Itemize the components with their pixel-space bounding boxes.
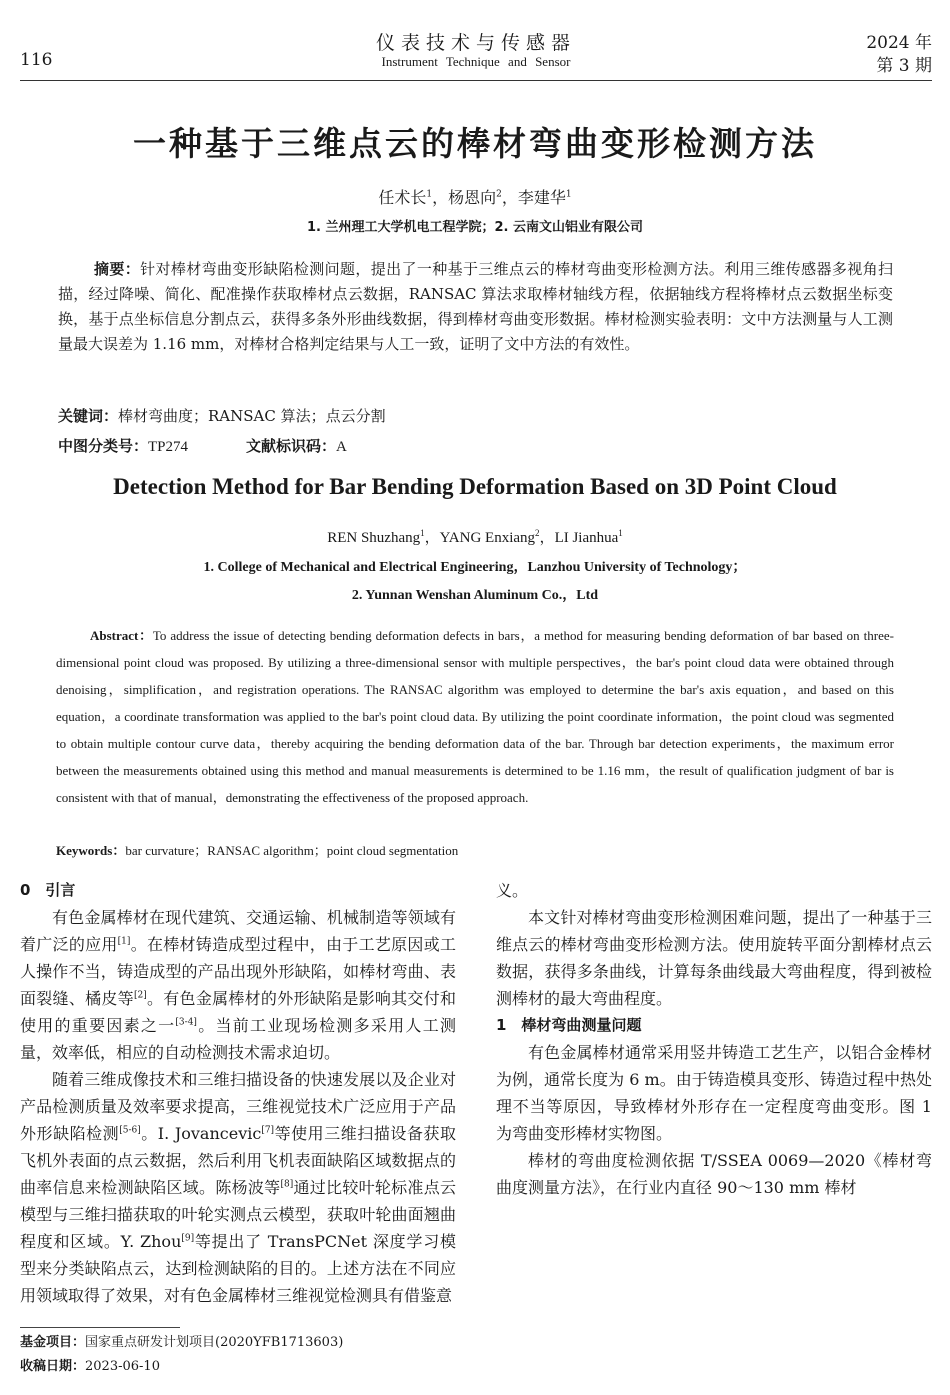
affiliation-cn: 1. 兰州理工大学机电工程学院；2. 云南文山铝业有限公司	[306, 220, 644, 235]
separator: ，	[501, 188, 518, 207]
affiliation-en-1: 1. College of Mechanical and Electrical Engineering，Lanzhou University of Technology；	[203, 560, 747, 575]
author-name: 杨恩向	[448, 188, 497, 207]
classification-line	[58, 435, 347, 456]
abstract-text: To address the issue of detecting bending deformation defects in bars，a method for measuring bending deformation of bar based on three-dimensional point cloud was proposed. By utilizing a three-dimensional sensor with multiple perspectives，the bar's point cloud data were obtained through denoising，simplification，and registration operations. The RANSAC algorithm was employed to determine the bar's axis equation，and based on this equation，a coordinate transformation was applied to the bar's point cloud data. By utilizing the point coordinate information，the point cloud was segmented to obtain multiple contour curve data，thereby acquiring the bending deformation data of the bar. Through bar detection experiments，the maximum error between the measurements obtained using this method and manual measurements is determined to be 1.16 mm，the result of qualification judgment of bar is consistent with that of manual，demonstrating the effectiveness of the proposed approach.	[56, 628, 894, 805]
affiliation-mark: 1	[426, 189, 433, 200]
footnote-divider	[20, 1327, 180, 1328]
author-name: REN Shuzhang	[327, 530, 421, 546]
body-paragraph: 义。	[496, 881, 529, 900]
body-paragraph: 随着三维成像技术和三维扫描设备的快速发展以及企业对产品检测质量及效率要求提高，三维视觉技术广泛应用于产品外形缺陷检测[5-6]。I. Jovancevic[7]等使用三维扫描设备获取飞机外表面的点云数据，然后利用飞机表面缺陷区域数据点的曲率信息来检测缺陷区域。陈杨波等[8]通过比较叶轮标准点云模型与三维扫描获取的叶轮实测点云模型，获取叶轮曲面翘曲程度和区域。Y. Zhou[9]等提出了 TransPCNet 深度学习模型来分类缺陷点云，达到检测缺陷的目的。上述方法在不同应用领域取得了效果，对有色金属棒材三维视觉检测具有借鉴意	[20, 1070, 456, 1305]
affiliation-mark: 1	[618, 528, 623, 538]
body-paragraph: 有色金属棒材在现代建筑、交通运输、机械制造等领域有着广泛的应用[1]。在棒材铸造成型过程中，由于工艺原因或工人操作不当，铸造成型的产品出现外形缺陷，如棒材弯曲、表面裂缝、橘皮等[2]。有色金属棒材的外形缺陷是影响其交付和使用的重要因素之一[3-4]。当前工业现场检测多采用人工测量，效率低，相应的自动检测技术需求迫切。	[20, 908, 456, 1062]
separator: ，	[424, 530, 440, 546]
body-column-left	[20, 877, 456, 1309]
keywords-label: 关键词：	[58, 407, 119, 425]
affiliation-mark: 1	[565, 189, 572, 200]
body-paragraph: 棒材的弯曲度检测依据 T/SSEA 0069—2020《棒材弯曲度测量方法》，在行业内直径 90～130 mm 棒材	[496, 1151, 932, 1197]
journal-name-cn: 仪表技术与传感器	[375, 33, 576, 54]
clc-label: 中图分类号：	[58, 437, 149, 455]
clc-value: TP274	[148, 439, 189, 455]
section-heading: 0 引言	[20, 881, 76, 899]
keywords-label: Keywords：	[56, 843, 126, 858]
authors-en	[0, 526, 950, 547]
citation: [1]	[117, 936, 131, 947]
footnotes	[20, 1331, 343, 1379]
keywords-text: 棒材弯曲度；RANSAC 算法；点云分割	[118, 407, 386, 425]
separator: ，	[432, 188, 449, 207]
citation: [5-6]	[119, 1125, 141, 1136]
body-column-right	[496, 877, 932, 1395]
abstract-label: Abstract：	[90, 628, 153, 643]
abstract-en	[56, 622, 894, 811]
paper-title-cn: 一种基于三维点云的棒材弯曲变形检测方法	[133, 124, 817, 163]
author-name: LI Jianhua	[554, 530, 619, 546]
section-heading: 1 棒材弯曲测量问题	[496, 1016, 642, 1034]
citation: [8]	[280, 1179, 294, 1190]
author-name: YANG Enxiang	[439, 530, 536, 546]
keywords-cn	[58, 405, 386, 426]
affiliation-mark: 2	[535, 528, 540, 538]
received-date-footnote: 收稿日期：2023-06-10	[20, 1359, 160, 1374]
author-name: 任术长	[378, 188, 427, 207]
citation: [7]	[261, 1125, 275, 1136]
journal-year: 2024 年	[866, 33, 932, 53]
paper-title-en: Detection Method for Bar Bending Deformation Based on 3D Point Cloud	[113, 474, 837, 499]
authors-cn	[0, 185, 950, 208]
keywords-text: bar curvature；RANSAC algorithm；point cloud segmentation	[125, 843, 459, 858]
citation: [9]	[181, 1233, 195, 1244]
journal-issue: 第 3 期	[876, 56, 932, 76]
doc-code-label: 文献标识码：	[246, 437, 337, 455]
separator: ，	[539, 530, 555, 546]
abstract-label: 摘要：	[94, 260, 141, 278]
citation: [2]	[133, 990, 147, 1001]
citation: [3-4]	[175, 1017, 197, 1028]
affiliation-mark: 2	[496, 189, 502, 200]
abstract-text: 针对棒材弯曲变形缺陷检测问题，提出了一种基于三维点云的棒材弯曲变形检测方法。利用三维传感器多视角扫描，经过降噪、简化、配准操作获取棒材点云数据，RANSAC 算法求取棒材轴线方程，依据轴线方程将棒材点云数据坐标变换，基于点坐标信息分割点云，获得多条外形曲线数据，得到棒材弯曲变形数据。棒材检测实验表明：文中方法测量与人工测量最大误差为 1.16 mm，对棒材合格判定结果与人工一致，证明了文中方法的有效性。	[58, 260, 893, 353]
journal-name-en: Instrument Technique and Sensor	[381, 54, 571, 69]
body-paragraph: 本文针对棒材弯曲变形检测困难问题，提出了一种基于三维点云的棒材弯曲变形检测方法。使用旋转平面分割棒材点云数据，获得多条曲线，计算每条曲线最大弯曲程度，得到被检测棒材的最大弯曲程度。	[496, 908, 932, 1008]
running-header	[20, 0, 932, 81]
doc-code-value: A	[336, 439, 347, 455]
abstract-cn	[58, 257, 893, 357]
author-name: 李建华	[517, 188, 566, 207]
body-paragraph: 有色金属棒材通常采用竖井铸造工艺生产，以铝合金棒材为例，通常长度为 6 m。由于铸造模具变形、铸造过程中热处理不当等原因，导致棒材外形存在一定程度弯曲变形。图 1 为弯曲变形棒材实物图。	[496, 1043, 932, 1143]
affiliation-en-2: 2. Yunnan Wenshan Aluminum Co.，Ltd	[351, 588, 599, 603]
page-number: 116	[20, 50, 53, 70]
fund-footnote: 基金项目：国家重点研发计划项目(2020YFB1713603)	[20, 1335, 344, 1350]
affiliation-mark: 1	[420, 528, 425, 538]
keywords-en	[56, 840, 458, 859]
